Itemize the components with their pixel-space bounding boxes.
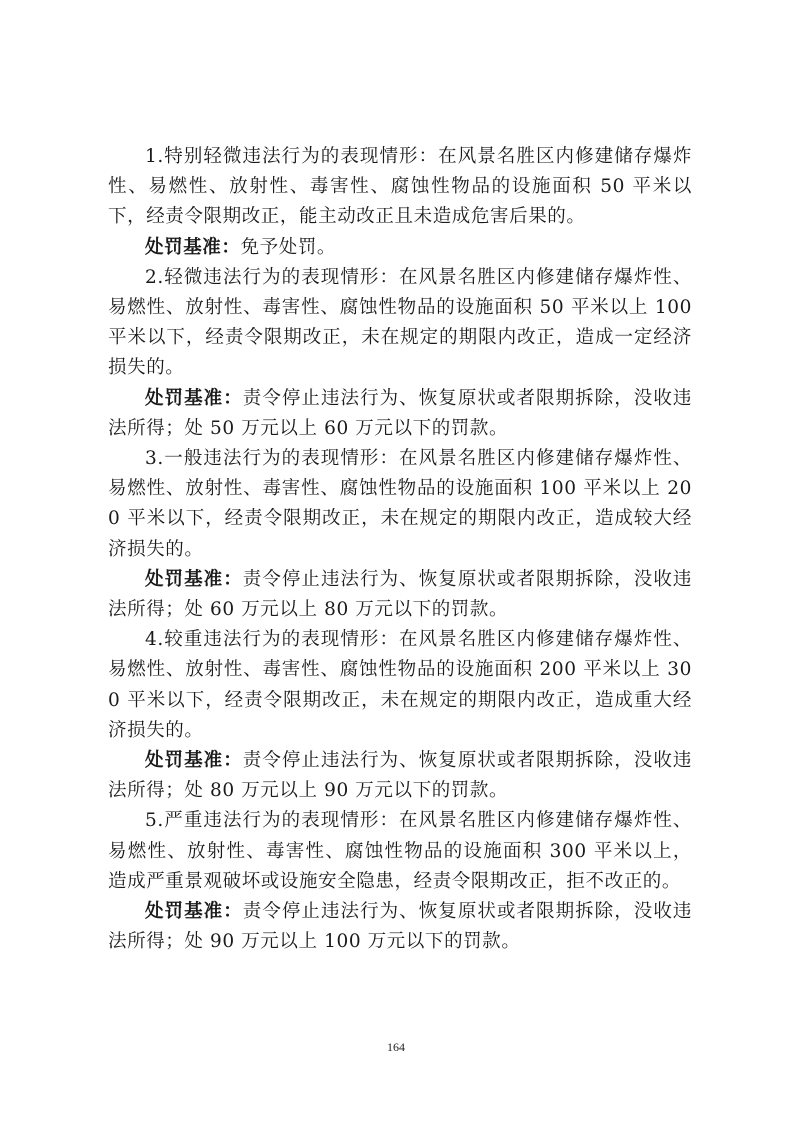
penalty-text: 责令停止违法行为、恢复原状或者限期拆除，没收违法所得；处 80 万元以上 90 万元以下的罚款。 <box>108 750 692 802</box>
penalty-label: 处罚基准： <box>145 568 243 590</box>
penalty-text: 责令停止违法行为、恢复原状或者限期拆除，没收违法所得；处 50 万元以上 60 万元以下的罚款。 <box>108 387 692 439</box>
case-paragraph-3: 3.一般违法行为的表现情形：在风景名胜区内修建储存爆炸性、易燃性、放射性、毒害性、腐蚀性物品的设施面积 100 平米以上 200 平米以下，经责令限期改正，未在规定的期限内改正，造成较大经济损失的。 <box>108 448 692 560</box>
case-paragraph-5: 5.严重违法行为的表现情形：在风景名胜区内修建储存爆炸性、易燃性、放射性、毒害性、腐蚀性物品的设施面积 300 平米以上，造成严重景观破坏或设施安全隐患，经责令限期改正，拒不改正的。 <box>108 810 692 892</box>
case-paragraph-4: 4.较重违法行为的表现情形：在风景名胜区内修建储存爆炸性、易燃性、放射性、毒害性、腐蚀性物品的设施面积 200 平米以上 300 平米以下，经责令限期改正，未在规定的期限内改正，造成重大经济损失的。 <box>108 629 692 741</box>
penalty-label: 处罚基准： <box>145 236 241 258</box>
page-number: 164 <box>387 1040 405 1054</box>
penalty-text: 免予处罚。 <box>240 236 337 258</box>
penalty-paragraph-4 <box>108 746 692 806</box>
penalty-paragraph-1 <box>108 233 692 263</box>
penalty-label: 处罚基准： <box>145 750 243 772</box>
penalty-paragraph-2 <box>108 384 692 444</box>
penalty-text: 责令停止违法行为、恢复原状或者限期拆除，没收违法所得；处 90 万元以上 100 万元以下的罚款。 <box>108 901 692 953</box>
case-paragraph-2: 2.轻微违法行为的表现情形：在风景名胜区内修建储存爆炸性、易燃性、放射性、毒害性、腐蚀性物品的设施面积 50 平米以上 100 平米以下，经责令限期改正，未在规定的期限内改正，造成一定经济损失的。 <box>108 266 692 379</box>
penalty-paragraph-3 <box>108 565 692 625</box>
case-paragraph-1: 1.特别轻微违法行为的表现情形：在风景名胜区内修建储存爆炸性、易燃性、放射性、毒害性、腐蚀性物品的设施面积 50 平米以下，经责令限期改正，能主动改正且未造成危害后果的。 <box>108 146 692 228</box>
penalty-text: 责令停止违法行为、恢复原状或者限期拆除，没收违法所得；处 60 万元以上 80 万元以下的罚款。 <box>108 568 692 621</box>
penalty-label: 处罚基准： <box>145 901 243 923</box>
document-body <box>108 142 692 957</box>
penalty-paragraph-5 <box>108 897 692 957</box>
penalty-label: 处罚基准： <box>145 387 243 409</box>
